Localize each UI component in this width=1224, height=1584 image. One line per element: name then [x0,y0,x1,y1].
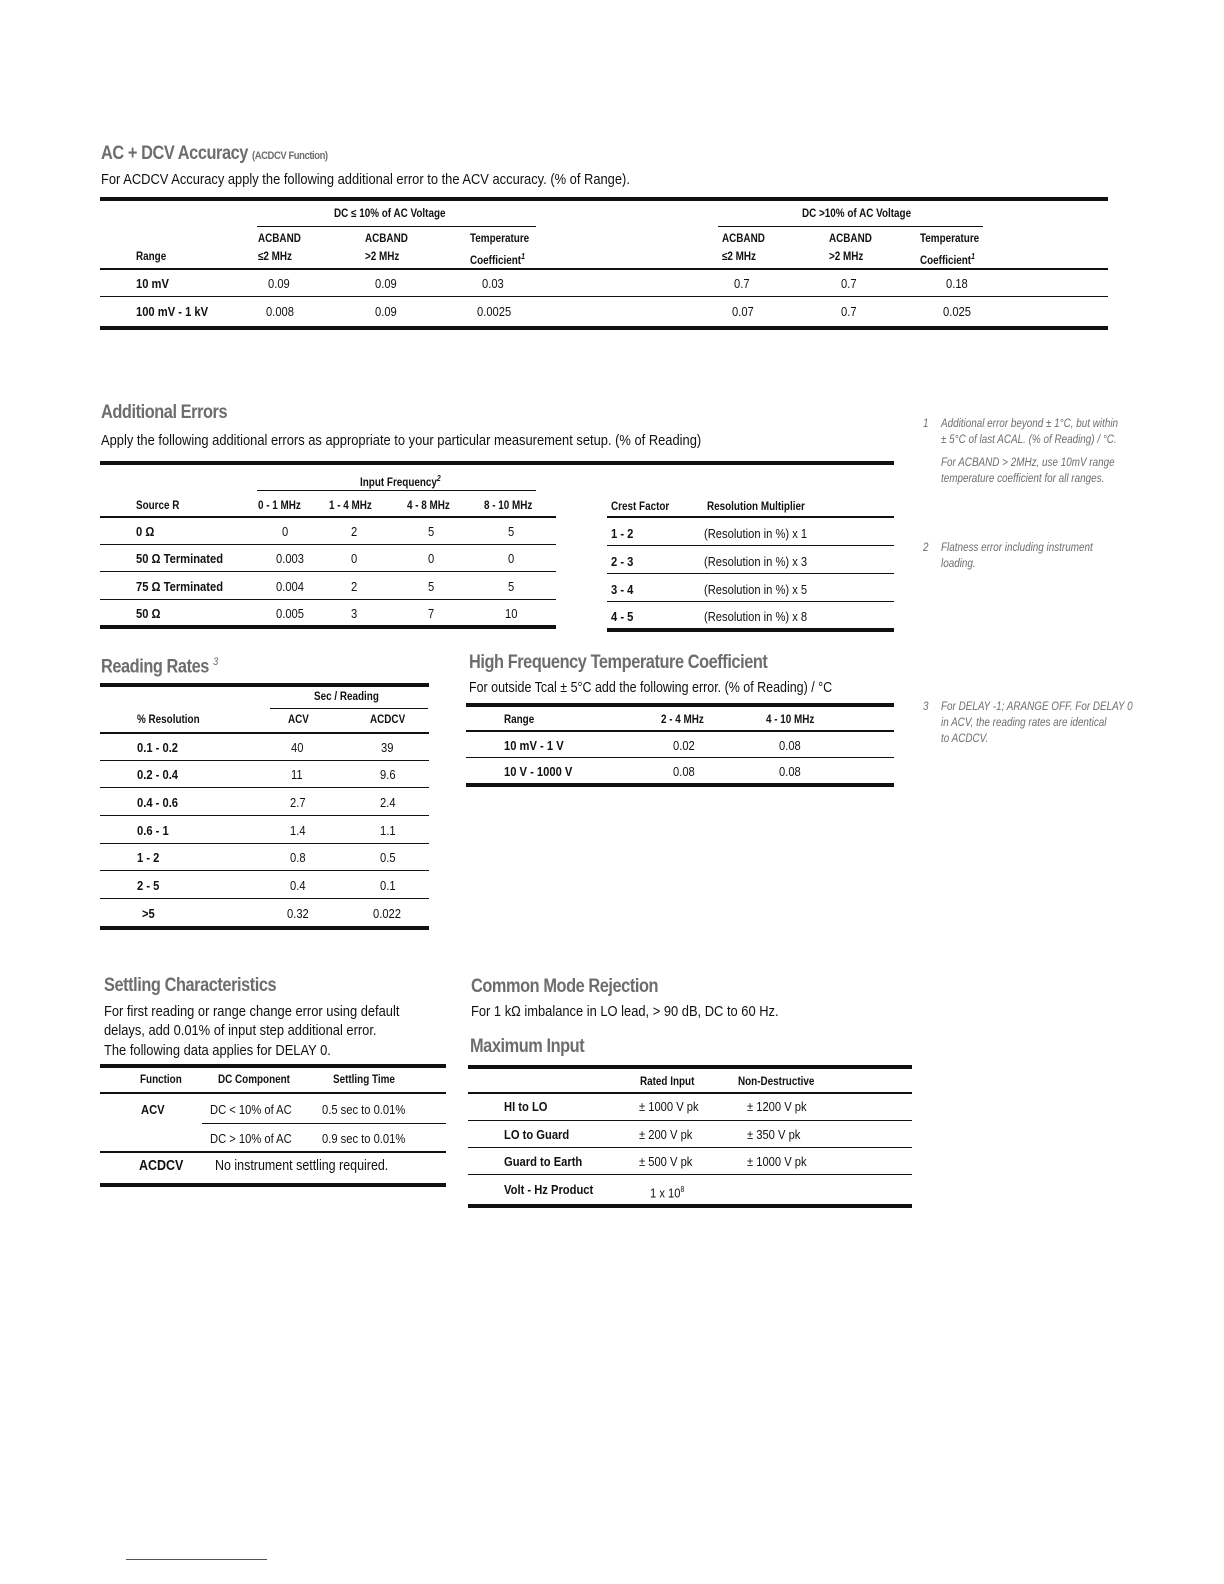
hftc-header-rule [466,730,894,732]
acdcv-r1-range: 10 mV [136,276,169,291]
max-rule-1 [468,1120,912,1121]
settling-mid-rule [100,1151,446,1153]
crest-r4-f: 4 - 5 [611,609,634,624]
reading-rates-title-text: Reading Rates [101,656,209,678]
rr-rule-5 [100,870,429,871]
acdcv-r1-c2: 0.09 [375,276,397,291]
settling-acdcv: ACDCV [139,1158,184,1174]
cmr-desc: For 1 kΩ imbalance in LO lead, > 90 dB, DC to 60 Hz. [471,1003,779,1020]
add-r3-src: 75 Ω Terminated [136,579,224,594]
add-r3-c4: 5 [508,579,515,594]
acdcv-r1-c4: 0.7 [734,276,750,291]
hftc-title: High Frequency Temperature Coefficient [469,652,768,673]
add-h-source: Source R [136,500,180,512]
settling-h-dc: DC Component [218,1074,290,1086]
max-top-rule [468,1065,912,1069]
acdcv-title-text: AC + DCV Accuracy [101,143,248,164]
rr-r2-res: 0.2 - 0.4 [137,767,179,782]
input-frequency-text: Input Frequency [360,476,437,489]
acdcv-top-rule [100,197,1108,201]
acdcv-col3b [470,249,525,269]
add-r4-src: 50 Ω [136,606,161,621]
settling-acv-r2-time: 0.9 sec to 0.01% [322,1131,406,1146]
note1-l4: temperature coefficient for all ranges. [941,473,1105,485]
additional-title: Additional Errors [101,402,228,423]
note1-num: 1 [923,418,929,430]
add-r2-c3: 0 [428,551,435,566]
crest-r3-f: 3 - 4 [611,582,634,597]
max-vhz-base: 1 x 10 [650,1185,681,1201]
rr-h-acdcv: ACDCV [370,714,406,726]
max-bottom-rule [468,1204,912,1208]
hftc-r2-range: 10 V - 1000 V [504,764,573,779]
rr-r7-acdcv: 0.022 [373,906,401,921]
acdcv-r1-c5: 0.7 [841,276,857,291]
crest-r1-m: (Resolution in %) x 1 [704,526,808,541]
add-h-f1: 0 - 1 MHz [258,500,301,512]
settling-acv-rule [202,1123,446,1124]
acdcv-bottom-rule [100,326,1108,330]
rr-h-acv: ACV [288,714,309,726]
rr-h-res: % Resolution [137,714,200,726]
max-r1-nd: ± 1200 V pk [747,1099,807,1114]
add-row-rule-3 [100,599,556,600]
add-r1-c4: 5 [508,524,515,539]
acdcv-group2: DC >10% of AC Voltage [802,208,912,220]
note3-num: 3 [923,701,929,713]
max-h-rated: Rated Input [640,1076,695,1088]
rr-r3-acdcv: 2.4 [380,795,396,810]
hftc-r1-range: 10 mV - 1 V [504,738,564,753]
settling-top-rule [100,1064,446,1068]
crest-r3-m: (Resolution in %) x 5 [704,582,808,597]
crest-rule-1 [607,545,894,546]
acdcv-col5b: >2 MHz [829,251,864,263]
acdcv-col6a: Temperature [920,233,980,245]
rr-sec-rule [270,708,428,709]
acdcv-r2-c6: 0.025 [943,304,971,319]
max-vhz-exp: 8 [680,1185,685,1194]
max-r2-nd: ± 350 V pk [747,1127,801,1142]
hftc-top-rule [466,703,894,707]
add-r1-src: 0 Ω [136,524,155,539]
max-r1-rated: ± 1000 V pk [639,1099,699,1114]
rr-r5-acdcv: 0.5 [380,850,396,865]
add-h-f2: 1 - 4 MHz [329,500,372,512]
rr-header-rule [100,732,429,734]
add-r2-src: 50 Ω Terminated [136,551,224,566]
add-r1-c3: 5 [428,524,435,539]
footer-link-underline[interactable] [126,1559,267,1560]
rr-r7-res: >5 [142,906,155,921]
input-frequency-sup: 2 [436,474,441,483]
crest-r2-m: (Resolution in %) x 3 [704,554,808,569]
rr-r6-res: 2 - 5 [137,878,160,893]
max-vhz-label: Volt - Hz Product [504,1182,594,1197]
note3-l3: to ACDCV. [941,733,989,745]
acdcv-r2-c2: 0.09 [375,304,397,319]
acdcv-header-rule [100,268,1108,270]
note2-l1: Flatness error including instrument [941,542,1093,554]
acdcv-col3b-text: Coefficient [470,254,522,267]
add-r2-c4: 0 [508,551,515,566]
acdcv-r2-c4: 0.07 [732,304,754,319]
max-header-rule [468,1092,912,1094]
add-r4-c3: 7 [428,606,435,621]
acdcv-group2-rule [718,226,983,227]
max-r3-rated: ± 500 V pk [639,1154,693,1169]
acdcv-col2b: >2 MHz [365,251,400,263]
acdcv-r2-c3: 0.0025 [477,304,512,319]
settling-acv-r1-dc: DC < 10% of AC [210,1102,292,1117]
input-frequency-label [360,471,441,491]
acdcv-col6b-text: Coefficient [920,254,972,267]
rr-r3-res: 0.4 - 0.6 [137,795,179,810]
crest-h-mult: Resolution Multiplier [707,501,805,513]
add-r3-c2: 2 [351,579,358,594]
rr-r2-acv: 11 [291,767,303,782]
rr-r3-acv: 2.7 [290,795,306,810]
reading-rates-title [101,656,218,678]
additional-desc: Apply the following additional errors as appropriate to your particular measurement setup. (% of Reading) [101,432,702,449]
note2-num: 2 [923,542,929,554]
note1-l3: For ACBAND > 2MHz, use 10mV range [941,457,1115,469]
acdcv-group1-rule [257,226,536,227]
add-row-rule-2 [100,571,556,572]
additional-top-rule [100,461,894,465]
hftc-r2-c2: 0.08 [779,764,801,779]
acdcv-row-rule [100,296,1108,297]
rr-sec-reading: Sec / Reading [314,691,379,703]
max-h-nondestructive: Non-Destructive [738,1076,815,1088]
add-header-rule [100,516,556,518]
acdcv-col3a: Temperature [470,233,530,245]
acdcv-col1a: ACBAND [258,233,301,245]
acdcv-r2-c1: 0.008 [266,304,294,319]
rr-r7-acv: 0.32 [287,906,309,921]
rr-r6-acv: 0.4 [290,878,306,893]
max-input-title: Maximum Input [470,1036,585,1057]
settling-acdcv-text: No instrument settling required. [215,1158,389,1174]
acdcv-col6b [920,249,975,269]
max-rule-3 [468,1174,912,1175]
acdcv-col1b: ≤2 MHz [258,251,293,263]
acdcv-col-range: Range [136,251,167,263]
hftc-r2-c1: 0.08 [673,764,695,779]
crest-h-factor: Crest Factor [611,501,670,513]
acdcv-col3-sup: 1 [521,252,525,261]
settling-header-rule [100,1092,446,1094]
max-r2-label: LO to Guard [504,1127,570,1142]
note1-l2: ± 5°C of last ACAL. (% of Reading) / °C. [941,434,1117,446]
settling-desc3: The following data applies for DELAY 0. [104,1042,331,1059]
rr-rule-4 [100,843,429,844]
settling-h-func: Function [140,1074,182,1086]
settling-desc1: For first reading or range change error using default [104,1003,400,1020]
rr-r1-acdcv: 39 [381,740,394,755]
crest-rule-3 [607,601,894,602]
max-r2-rated: ± 200 V pk [639,1127,693,1142]
acdcv-col4b: ≤2 MHz [722,251,757,263]
acdcv-r2-c5: 0.7 [841,304,857,319]
hftc-r1-c1: 0.02 [673,738,695,753]
note1-l1: Additional error beyond ± 1°C, but within [941,418,1119,430]
acdcv-r2-range: 100 mV - 1 kV [136,304,209,319]
acdcv-col2a: ACBAND [365,233,408,245]
acdcv-group1: DC ≤ 10% of AC Voltage [334,208,446,220]
rr-r4-res: 0.6 - 1 [137,823,169,838]
hftc-h-f2: 4 - 10 MHz [766,714,815,726]
settling-acv: ACV [141,1102,165,1117]
max-vhz-value [650,1182,684,1201]
add-h-f4: 8 - 10 MHz [484,500,533,512]
acdcv-r1-c1: 0.09 [268,276,290,291]
crest-r2-f: 2 - 3 [611,554,634,569]
rr-rule-3 [100,815,429,816]
acdcv-title-small: (ACDCV Function) [252,150,328,162]
hftc-h-range: Range [504,714,535,726]
crest-header-rule [607,516,894,518]
settling-title: Settling Characteristics [104,975,277,996]
rr-rule-1 [100,760,429,761]
add-bottom-rule [100,625,556,629]
crest-r4-m: (Resolution in %) x 8 [704,609,808,624]
note3-l1: For DELAY -1; ARANGE OFF. For DELAY 0 [941,701,1133,713]
rr-r5-acv: 0.8 [290,850,306,865]
settling-acv-r2-dc: DC > 10% of AC [210,1131,292,1146]
add-row-rule-1 [100,544,556,545]
note2-l2: loading. [941,558,976,570]
add-r2-c2: 0 [351,551,358,566]
acdcv-title [101,143,328,165]
max-r3-nd: ± 1000 V pk [747,1154,807,1169]
add-r3-c1: 0.004 [276,579,304,594]
settling-desc2: delays, add 0.01% of input step additional error. [104,1022,377,1039]
settling-h-time: Settling Time [333,1074,395,1086]
acdcv-desc: For ACDCV Accuracy apply the following additional error to the ACV accuracy. (% of Range). [101,171,630,188]
crest-r1-f: 1 - 2 [611,526,634,541]
rr-r4-acv: 1.4 [290,823,306,838]
hftc-r1-c2: 0.08 [779,738,801,753]
crest-bottom-rule [607,628,894,632]
acdcv-col4a: ACBAND [722,233,765,245]
rr-r6-acdcv: 0.1 [380,878,396,893]
add-r3-c3: 5 [428,579,435,594]
add-r2-c1: 0.003 [276,551,304,566]
hftc-row-rule [466,757,894,758]
cmr-title: Common Mode Rejection [471,976,659,997]
max-r1-label: HI to LO [504,1099,548,1114]
note3-l2: in ACV, the reading rates are identical [941,717,1107,729]
rr-r4-acdcv: 1.1 [380,823,396,838]
hftc-bottom-rule [466,783,894,787]
acdcv-col5a: ACBAND [829,233,872,245]
rr-r5-res: 1 - 2 [137,850,160,865]
rr-bottom-rule [100,926,429,930]
crest-rule-2 [607,573,894,574]
rr-r1-res: 0.1 - 0.2 [137,740,179,755]
input-frequency-rule [257,490,536,491]
rr-rule-2 [100,787,429,788]
add-r4-c1: 0.005 [276,606,304,621]
settling-bottom-rule [100,1183,446,1187]
reading-rates-sup: 3 [213,656,218,668]
settling-acv-r1-time: 0.5 sec to 0.01% [322,1102,406,1117]
hftc-desc: For outside Tcal ± 5°C add the following error. (% of Reading) / °C [469,680,833,696]
acdcv-r1-c6: 0.18 [946,276,968,291]
add-r4-c4: 10 [505,606,518,621]
add-r1-c1: 0 [282,524,289,539]
acdcv-col6-sup: 1 [971,252,975,261]
hftc-h-f1: 2 - 4 MHz [661,714,704,726]
add-r4-c2: 3 [351,606,358,621]
acdcv-r1-c3: 0.03 [482,276,504,291]
rr-r1-acv: 40 [291,740,304,755]
rr-rule-6 [100,898,429,899]
max-r3-label: Guard to Earth [504,1154,583,1169]
add-h-f3: 4 - 8 MHz [407,500,450,512]
max-rule-2 [468,1147,912,1148]
rr-r2-acdcv: 9.6 [380,767,396,782]
add-r1-c2: 2 [351,524,358,539]
rr-top-rule [100,683,429,687]
